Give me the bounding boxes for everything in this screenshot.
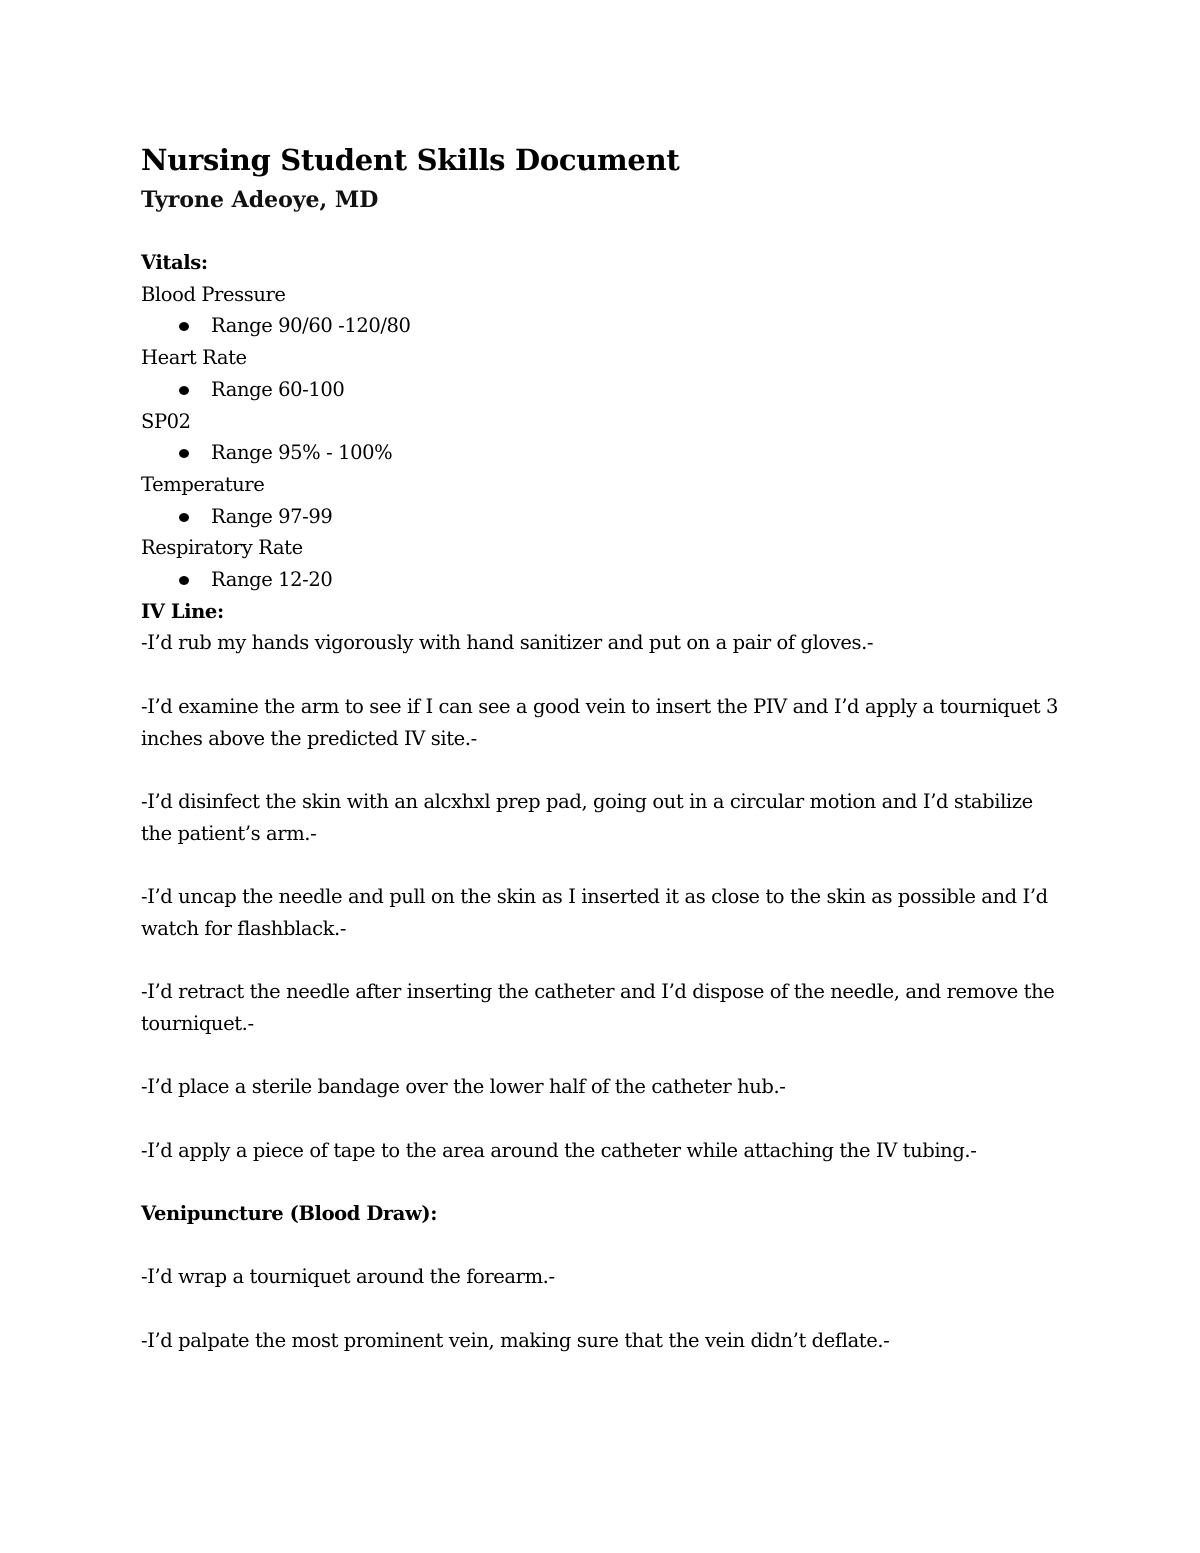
vital-range: Range 60-100	[211, 377, 345, 401]
iv-line-section	[141, 596, 1061, 1198]
paragraph-spacer	[141, 944, 1061, 976]
iv-step: -I’d rub my hands vigorously with hand sanitizer and put on a pair of gloves.-	[141, 631, 874, 655]
vital-label-respiratory-rate: Respiratory Rate	[141, 536, 303, 560]
document-page	[141, 140, 1061, 1356]
vital-label-blood-pressure: Blood Pressure	[141, 282, 286, 306]
vital-range: Range 95% - 100%	[211, 441, 393, 465]
bullet-icon	[179, 513, 189, 522]
venipuncture-step: -I’d wrap a tourniquet around the forearm.-	[141, 1265, 555, 1289]
document-author: Tyrone Adeoye, MD	[141, 187, 379, 213]
venipuncture-heading: Venipuncture (Blood Draw):	[141, 1201, 438, 1225]
bullet-icon	[179, 449, 189, 458]
iv-step: -I’d examine the arm to see if I can see a good vein to insert the PIV and I’d apply a tourniquet 3 inches above the predicted IV site.-	[141, 694, 1059, 750]
list-item	[141, 310, 1061, 342]
venipuncture-step: -I’d palpate the most prominent vein, making sure that the vein didn’t deflate.-	[141, 1328, 890, 1352]
vital-range: Range 90/60 -120/80	[211, 314, 411, 338]
vital-label-spo2: SP02	[141, 409, 191, 433]
iv-line-heading: IV Line:	[141, 599, 224, 623]
iv-step: -I’d apply a piece of tape to the area around the catheter while attaching the IV tubing.-	[141, 1138, 977, 1162]
iv-step: -I’d retract the needle after inserting the catheter and I’d dispose of the needle, and remove the tourniquet.-	[141, 980, 1055, 1035]
list-item	[141, 564, 1061, 596]
paragraph-spacer	[141, 1040, 1061, 1072]
venipuncture-section	[141, 1198, 1061, 1356]
list-item	[141, 501, 1061, 533]
paragraph-spacer	[141, 849, 1061, 881]
paragraph-spacer	[141, 1166, 1061, 1198]
paragraph-spacer	[141, 659, 1061, 691]
paragraph-spacer	[141, 1103, 1061, 1135]
vitals-heading: Vitals:	[141, 251, 208, 274]
vitals-section	[141, 247, 1061, 596]
document-title: Nursing Student Skills Document	[141, 143, 680, 177]
bullet-icon	[179, 386, 189, 395]
iv-step: -I’d place a sterile bandage over the lower half of the catheter hub.-	[141, 1075, 786, 1099]
iv-step: -I’d uncap the needle and pull on the skin as I inserted it as close to the skin as possible and I’d watch for flashblack.-	[141, 885, 1048, 940]
iv-step: -I’d disinfect the skin with an alcxhxl prep pad, going out in a circular motion and I’d stabilize the patient’s arm.-	[141, 789, 1033, 845]
vital-range: Range 97-99	[211, 504, 333, 528]
paragraph-spacer	[141, 1293, 1061, 1325]
vital-label-heart-rate: Heart Rate	[141, 346, 247, 370]
vital-label-temperature: Temperature	[141, 472, 265, 496]
paragraph-spacer	[141, 754, 1061, 786]
paragraph-spacer	[141, 1230, 1061, 1262]
bullet-icon	[179, 322, 189, 331]
vital-range: Range 12-20	[211, 568, 333, 592]
list-item	[141, 374, 1061, 406]
bullet-icon	[179, 576, 189, 585]
list-item	[141, 437, 1061, 469]
